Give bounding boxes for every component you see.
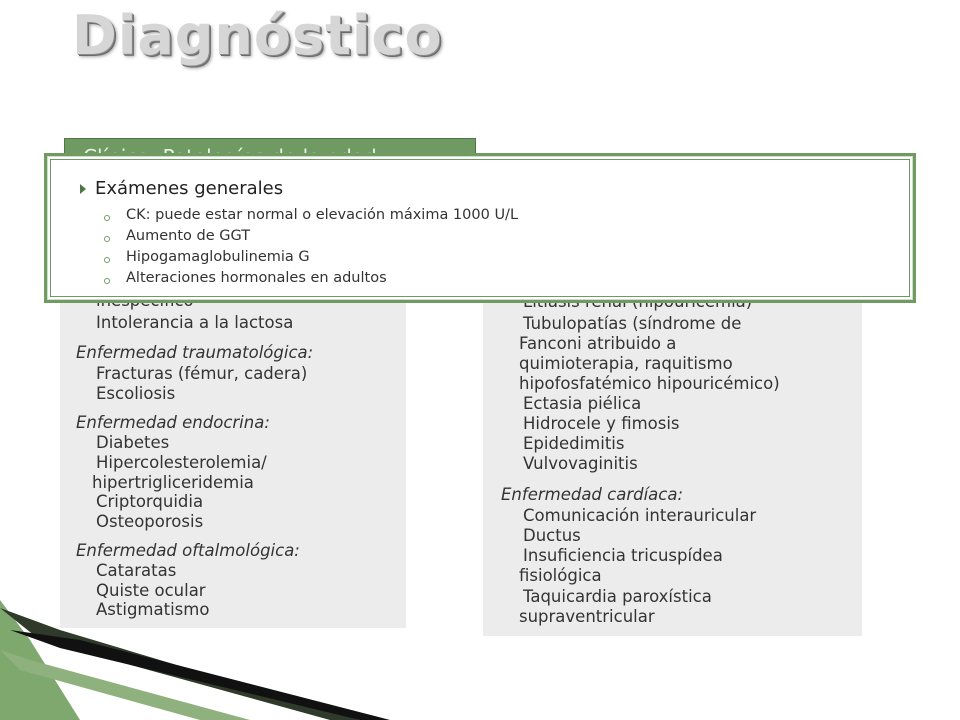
list-item: Fanconi atribuido a (519, 334, 677, 353)
right-content-panel (483, 286, 862, 636)
list-item: fisiológica (519, 566, 602, 585)
section-heading: Enfermedad traumatológica: (76, 343, 314, 362)
circle-bullet-icon (104, 278, 110, 284)
list-item: Hidrocele y fimosis (523, 414, 680, 433)
list-item: Osteoporosis (96, 512, 204, 531)
list-item: hipertrigliceridemia (92, 473, 254, 492)
circle-bullet-icon (104, 236, 110, 242)
list-item: Diabetes (96, 433, 170, 452)
list-item: Epidedimitis (523, 434, 625, 453)
popup-item: Hipogamaglobulinemia G (126, 249, 310, 265)
list-item: Taquicardia paroxística (523, 587, 712, 606)
list-item: Ectasia piélica (523, 394, 642, 413)
list-item: Astigmatismo (96, 600, 210, 619)
list-item: Quiste ocular (96, 581, 206, 600)
popup-heading: Exámenes generales (95, 178, 284, 199)
exams-popup (44, 153, 916, 303)
list-item: hipofosfatémico hipouricémico) (519, 374, 780, 393)
list-item: quimioterapia, raquitismo (519, 354, 733, 373)
arrow-bullet-icon (80, 184, 86, 194)
list-item: Vulvovaginitis (523, 454, 638, 473)
slide-title: Diagnóstico (72, 4, 443, 67)
popup-item: Alteraciones hormonales en adultos (126, 270, 387, 286)
list-item: Hipercolesterolemia/ (96, 453, 267, 472)
section-heading: Enfermedad oftalmológica: (76, 541, 300, 560)
list-item: Insuficiencia tricuspídea (523, 546, 723, 565)
list-item: Fracturas (fémur, cadera) (96, 364, 308, 383)
section-heading: Enfermedad cardíaca: (501, 485, 684, 504)
popup-item: CK: puede estar normal o elevación máxima 1000 U/L (126, 207, 519, 223)
list-item: Cataratas (96, 561, 177, 580)
circle-bullet-icon (104, 215, 110, 221)
section-heading: Enfermedad endocrina: (76, 413, 270, 432)
list-item: supraventricular (519, 607, 655, 626)
decorative-swoosh (0, 600, 400, 720)
circle-bullet-icon (104, 257, 110, 263)
list-item: Comunicación interauricular (523, 506, 757, 525)
list-item: Intolerancia a la lactosa (96, 313, 294, 332)
popup-item: Aumento de GGT (126, 228, 251, 244)
list-item: Criptorquidia (96, 492, 204, 511)
list-item: Escoliosis (96, 384, 176, 403)
list-item: Ductus (523, 526, 581, 545)
list-item: Tubulopatías (síndrome de (523, 314, 742, 333)
